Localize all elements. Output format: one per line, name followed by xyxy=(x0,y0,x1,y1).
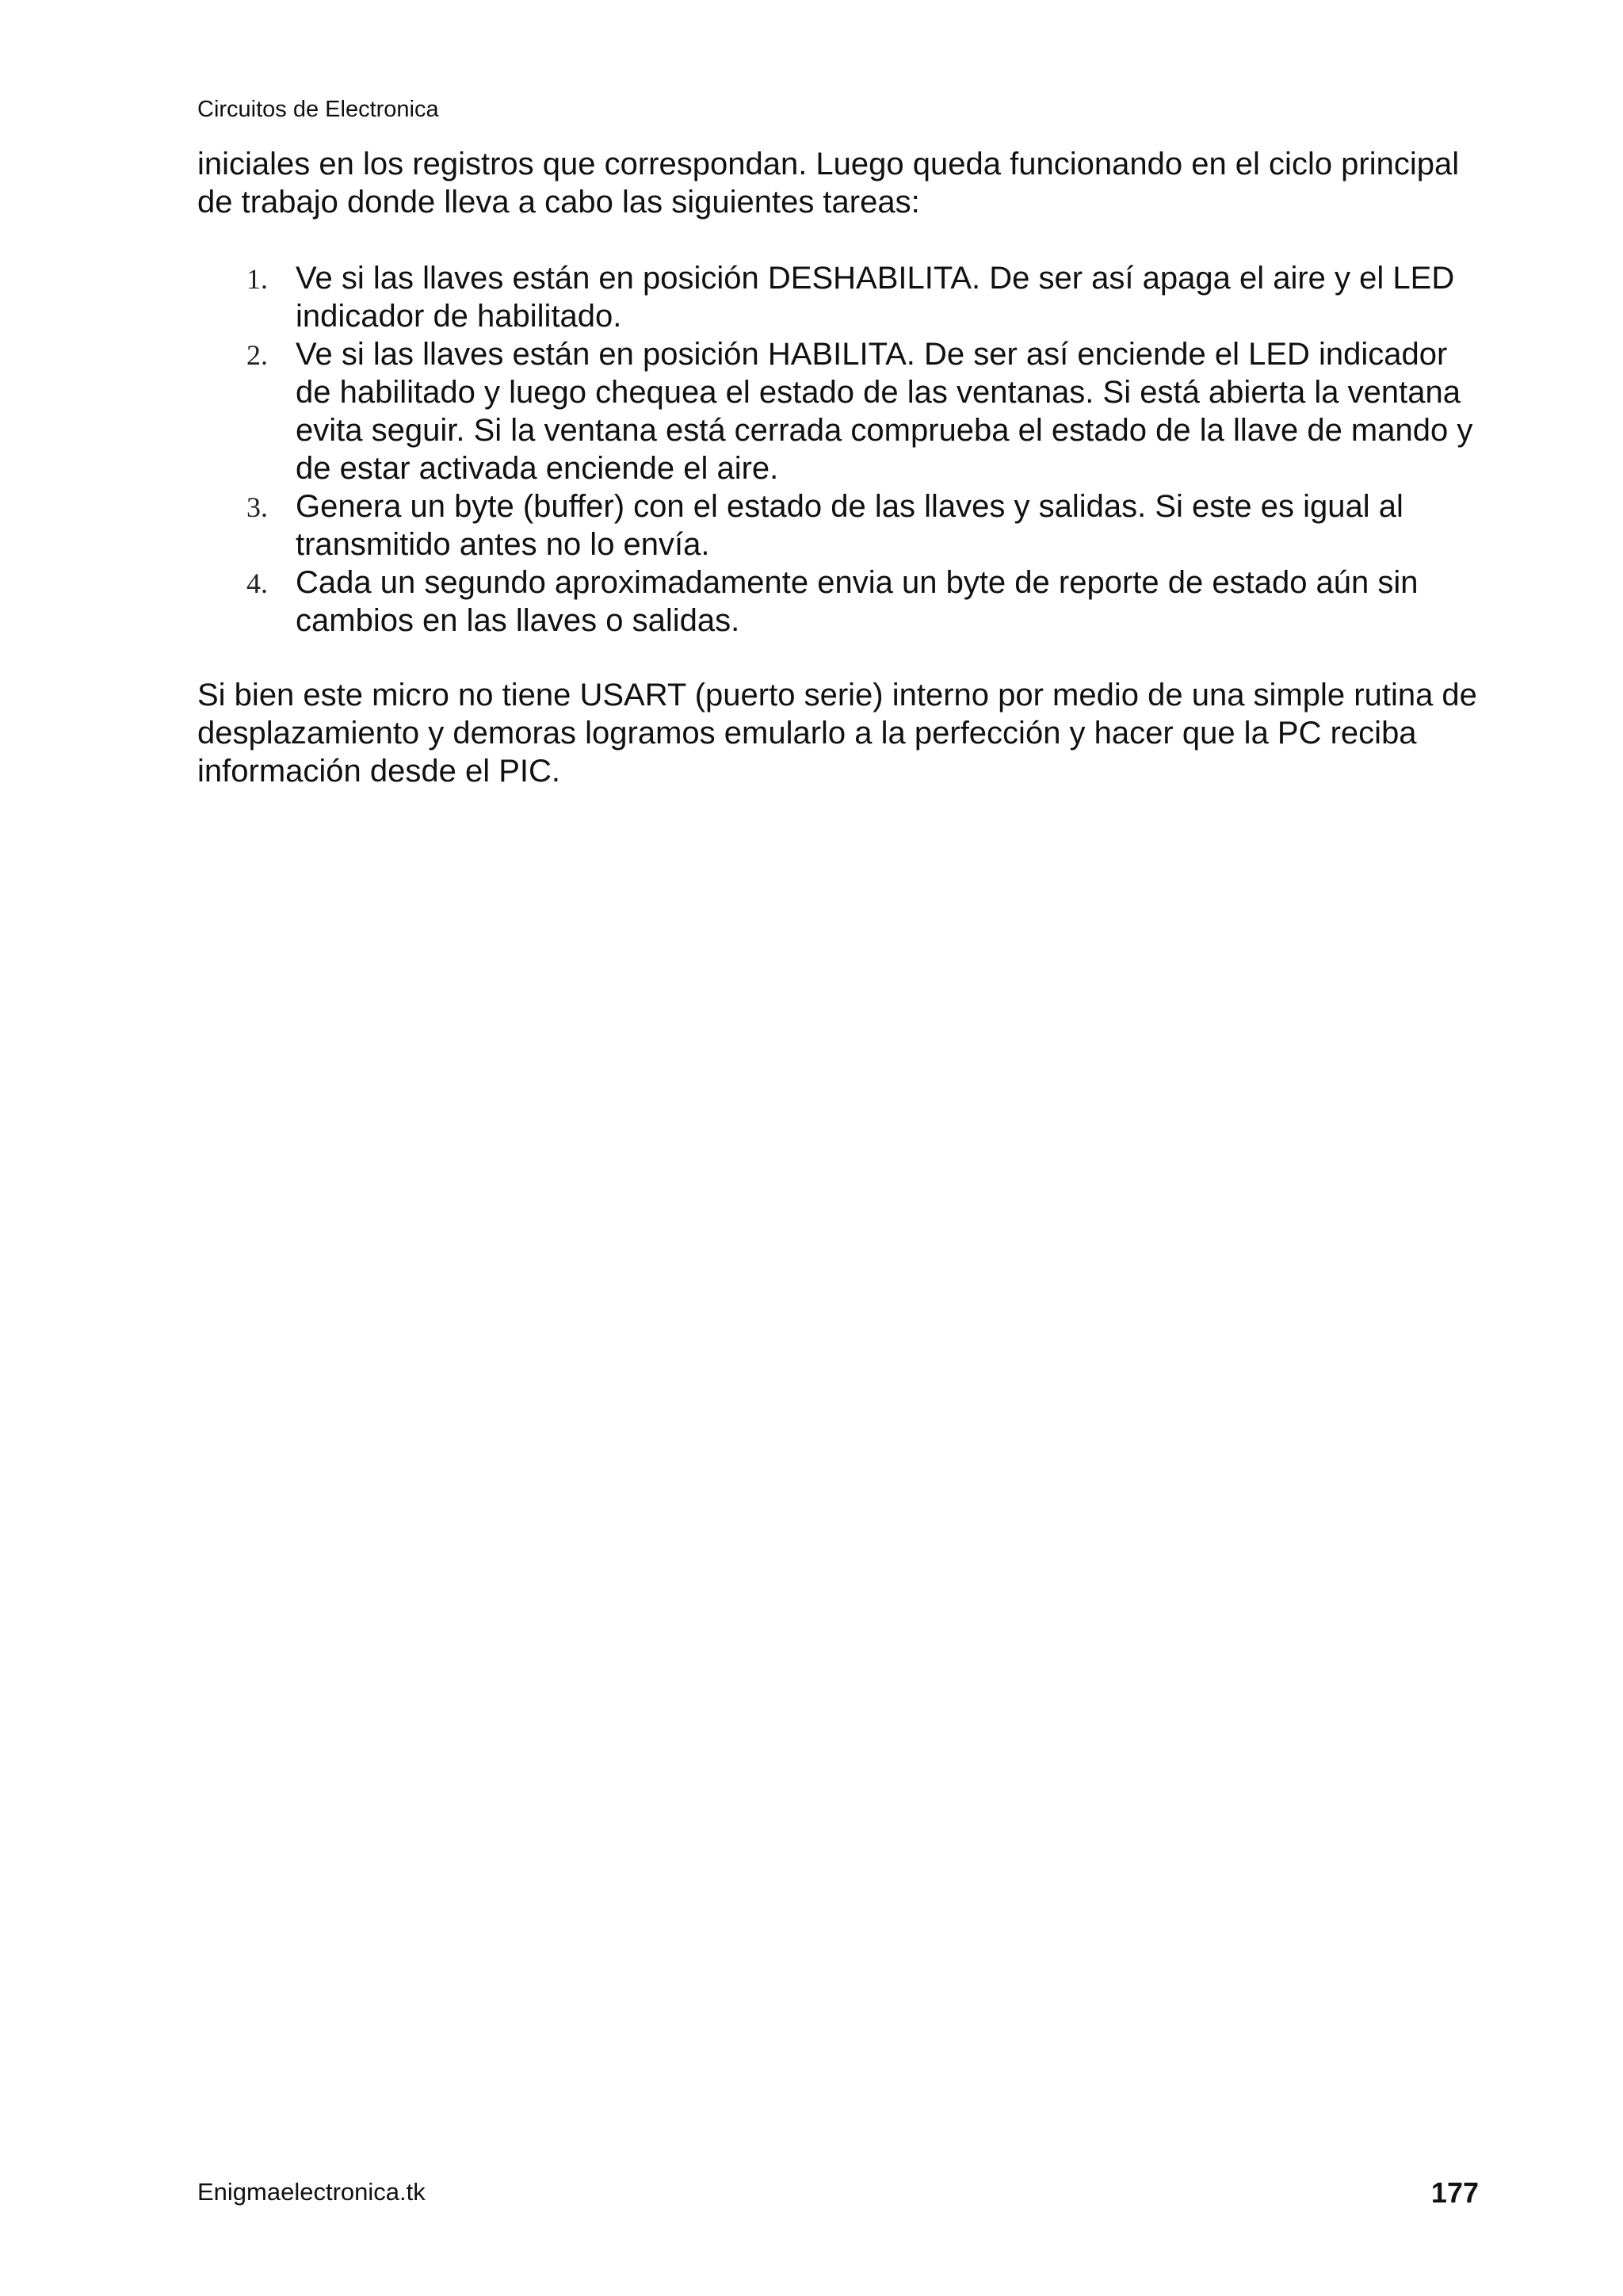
list-item xyxy=(197,259,1481,335)
list-item-number: 3. xyxy=(246,491,268,523)
list-item-text: Ve si las llaves están en posición DESHABILITA. De ser así apaga el aire y el LED indicador de habilitado. xyxy=(296,261,1455,334)
list-item-number: 2. xyxy=(246,339,268,371)
list-item-text: Cada un segundo aproximadamente envia un byte de reporte de estado aún sin cambios en las llaves o salidas. xyxy=(296,565,1419,638)
list-item xyxy=(197,335,1481,487)
list-item-number: 4. xyxy=(246,567,268,599)
list-item xyxy=(197,487,1481,563)
closing-paragraph: Si bien este micro no tiene USART (puerto serie) interno por medio de una simple rutina de desplazamiento y demoras logramos emularlo a la perfección y hacer que la PC reciba información desde el PIC. xyxy=(197,678,1477,789)
list-item-number: 1. xyxy=(246,263,268,295)
running-header: Circuitos de Electronica xyxy=(197,97,439,122)
list-item-text: Genera un byte (buffer) con el estado de las llaves y salidas. Si este es igual al transmitido antes no lo envía. xyxy=(296,489,1403,562)
task-list xyxy=(197,259,1481,640)
footer-site: Enigmaelectronica.tk xyxy=(197,2178,426,2206)
list-item-text: Ve si las llaves están en posición HABILITA. De ser así enciende el LED indicador de habilitado y luego chequea el estado de las ventanas. Si está abierta la ventana evita seguir. Si la ventana está cerrada comprueba el estado de la llave de mando y de estar activada enciende el aire. xyxy=(296,337,1473,486)
intro-paragraph: iniciales en los registros que correspondan. Luego queda funcionando en el ciclo principal de trabajo donde lleva a cabo las siguientes tareas: xyxy=(197,147,1460,220)
list-item xyxy=(197,563,1481,640)
page-number: 177 xyxy=(1430,2176,1479,2209)
